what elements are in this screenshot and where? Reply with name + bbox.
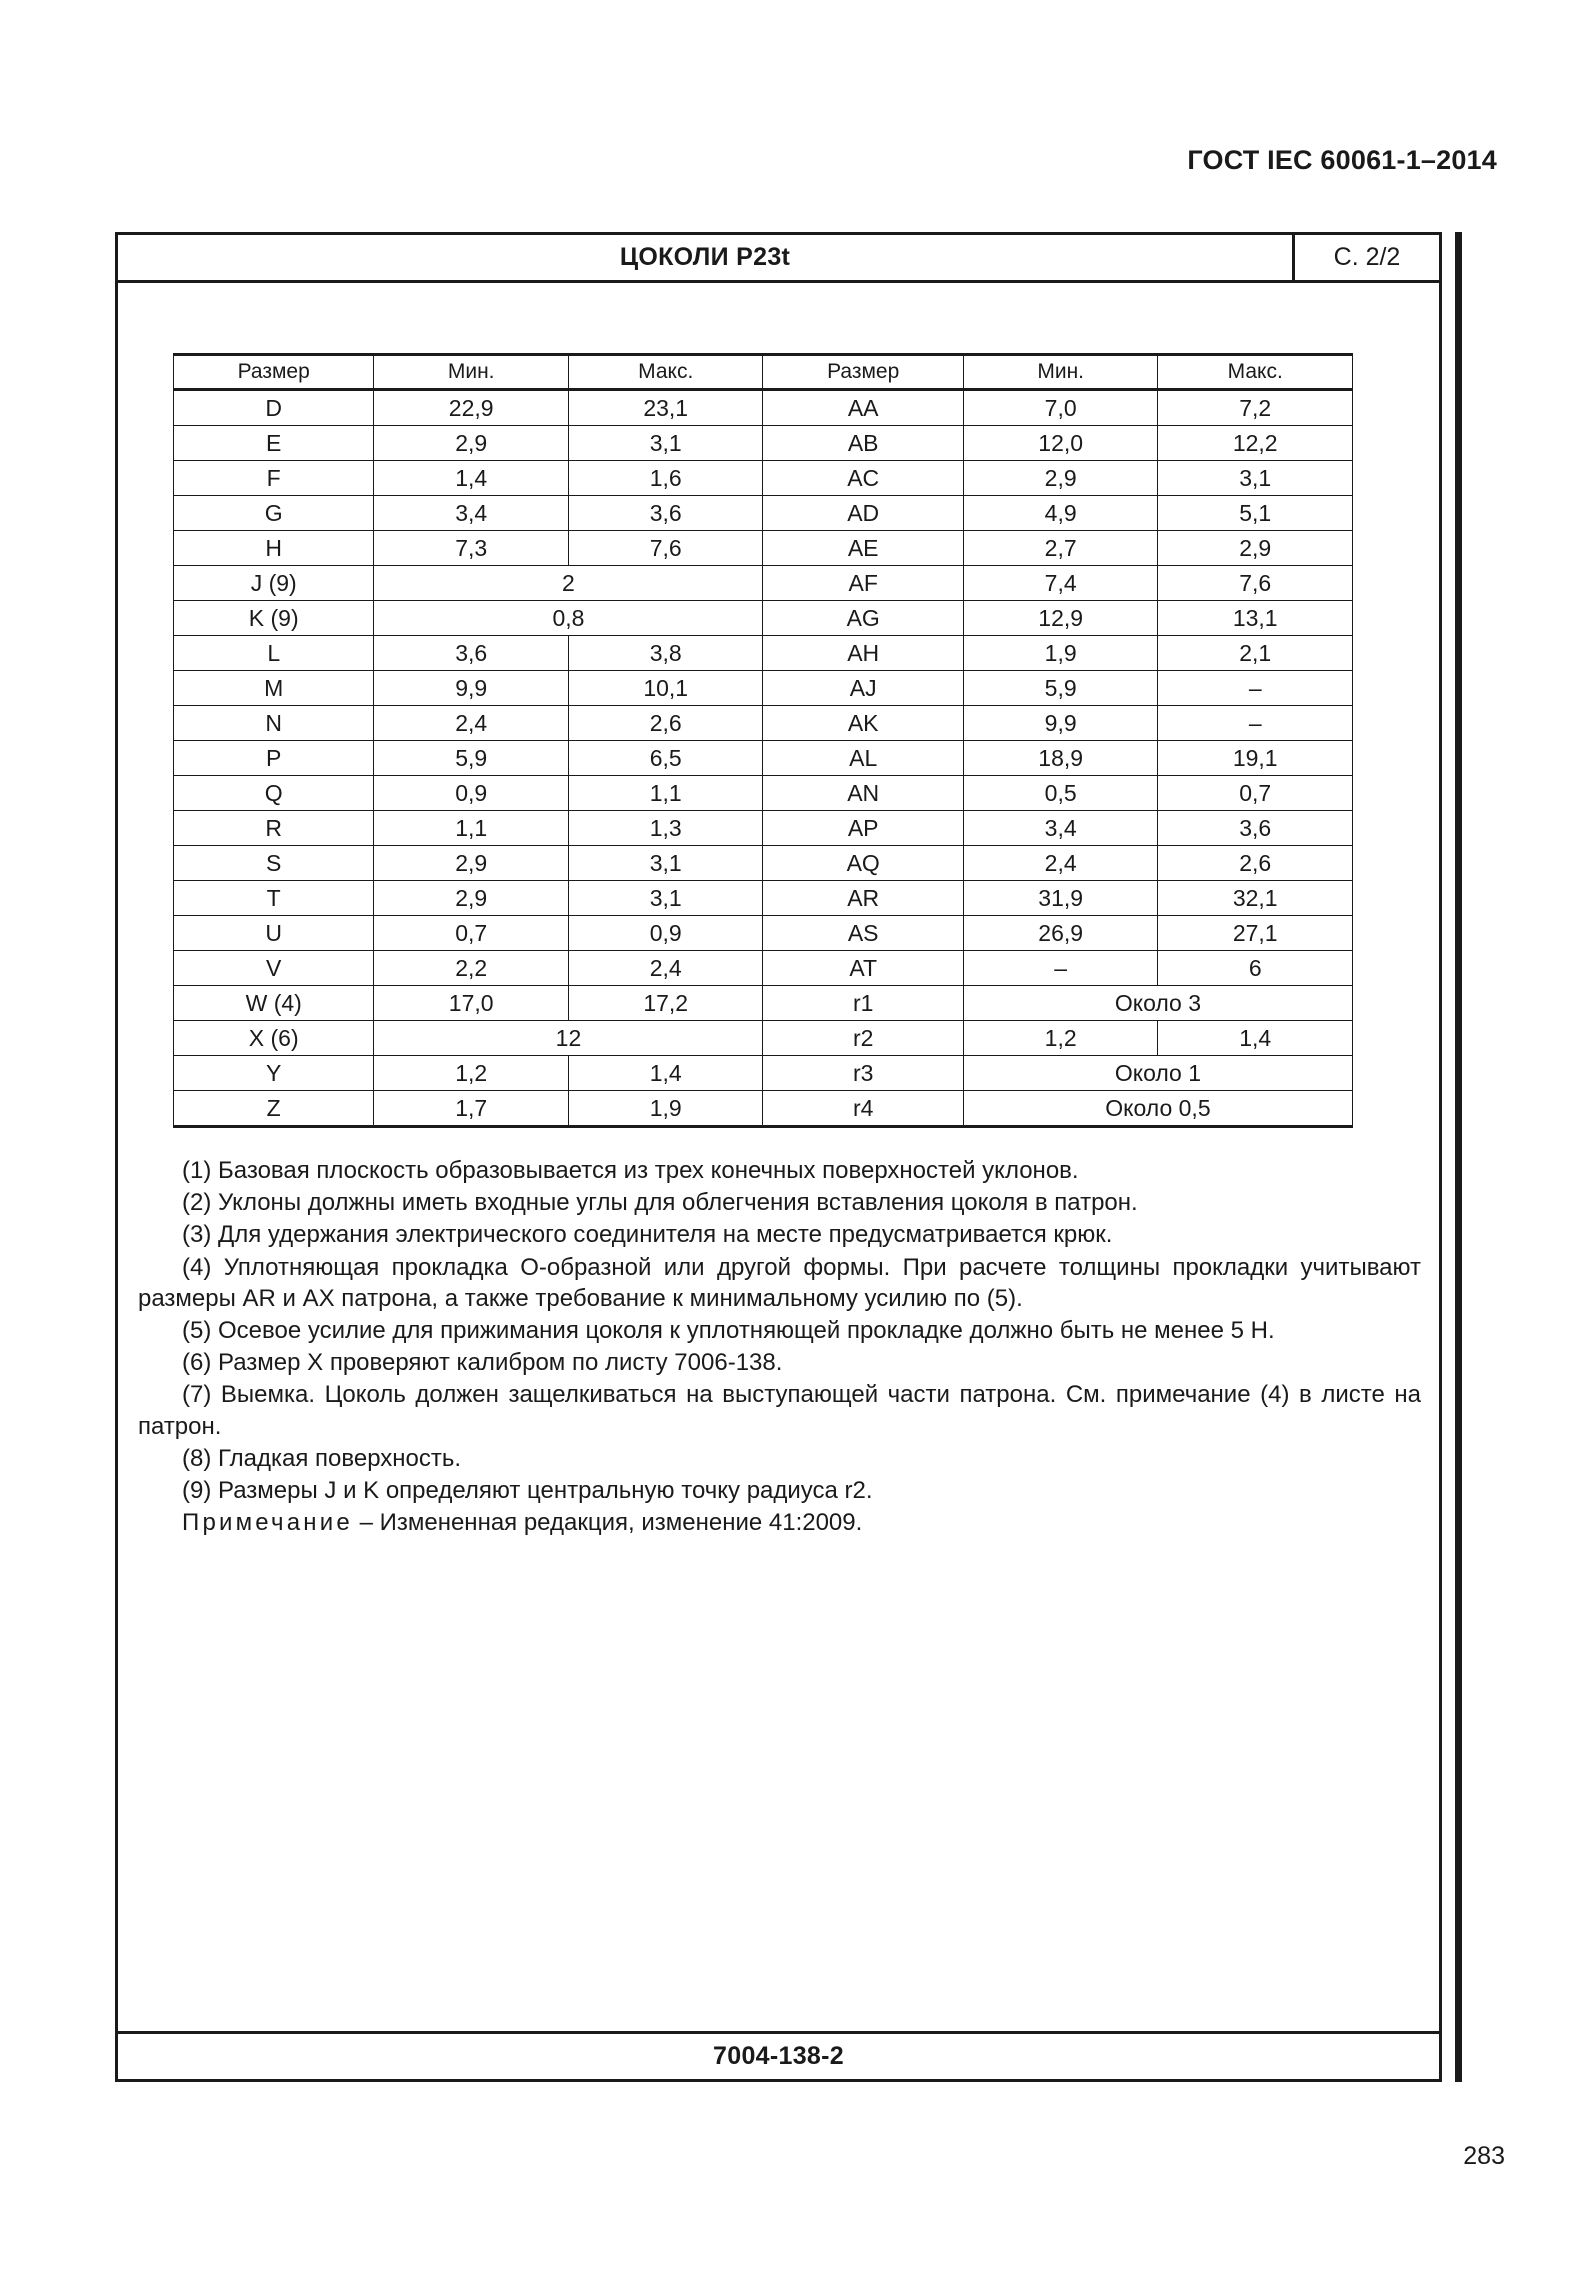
cell-size-left: N <box>174 706 374 741</box>
standard-sheet-frame <box>115 232 1442 2082</box>
cell-size-left: V <box>174 951 374 986</box>
cell-max-left: 7,6 <box>568 531 763 566</box>
dimension-table-head <box>174 355 1353 390</box>
dimension-table-container <box>173 353 1353 1128</box>
page-number: 283 <box>1463 2142 1505 2170</box>
remark-label: Примечание <box>182 1509 353 1537</box>
cell-min-left: 2,9 <box>374 846 569 881</box>
table-row <box>174 671 1353 706</box>
cell-max-left: 1,6 <box>568 461 763 496</box>
table-row <box>174 531 1353 566</box>
cell-min-right: 18,9 <box>963 741 1158 776</box>
table-row <box>174 846 1353 881</box>
table-row <box>174 601 1353 636</box>
cell-max-left: 3,1 <box>568 426 763 461</box>
cell-size-right: AF <box>763 566 963 601</box>
cell-min-right: 12,9 <box>963 601 1158 636</box>
cell-max-left: 2,6 <box>568 706 763 741</box>
cell-size-right: r1 <box>763 986 963 1021</box>
cell-size-left: G <box>174 496 374 531</box>
cell-size-left: E <box>174 426 374 461</box>
cell-min-left: 1,2 <box>374 1056 569 1091</box>
cell-max-right: 32,1 <box>1158 881 1353 916</box>
notes-block <box>138 1155 1421 1539</box>
cell-size-left: S <box>174 846 374 881</box>
cell-size-right: AA <box>763 390 963 426</box>
note-item: (8) Гладкая поверхность. <box>182 1444 462 1472</box>
table-row <box>174 811 1353 846</box>
cell-size-right: r3 <box>763 1056 963 1091</box>
cell-min-right: 31,9 <box>963 881 1158 916</box>
cell-min-right: 4,9 <box>963 496 1158 531</box>
cell-min-right: 9,9 <box>963 706 1158 741</box>
cell-max-left: 10,1 <box>568 671 763 706</box>
cell-min-left: 0,9 <box>374 776 569 811</box>
cell-max-left: 3,8 <box>568 636 763 671</box>
cell-max-left: 6,5 <box>568 741 763 776</box>
cell-max-right: 1,4 <box>1158 1021 1353 1056</box>
cell-max-right: 7,2 <box>1158 390 1353 426</box>
cell-min-left: 22,9 <box>374 390 569 426</box>
cell-min-right: 26,9 <box>963 916 1158 951</box>
cell-min-left: 9,9 <box>374 671 569 706</box>
cell-max-right: – <box>1158 706 1353 741</box>
cell-min-right: 12,0 <box>963 426 1158 461</box>
cell-max-right: 19,1 <box>1158 741 1353 776</box>
table-row <box>174 1021 1353 1056</box>
cell-size-right: AP <box>763 811 963 846</box>
cell-min-right: 5,9 <box>963 671 1158 706</box>
table-row <box>174 706 1353 741</box>
cell-size-left: T <box>174 881 374 916</box>
sheet-title: ЦОКОЛИ P23t <box>619 243 791 271</box>
cell-min-right: 0,5 <box>963 776 1158 811</box>
table-row <box>174 776 1353 811</box>
cell-min-right: 2,4 <box>963 846 1158 881</box>
cell-size-right: AT <box>763 951 963 986</box>
cell-max-right: 2,9 <box>1158 531 1353 566</box>
cell-size-right: AJ <box>763 671 963 706</box>
cell-span-left: 12 <box>374 1021 763 1056</box>
cell-size-left: U <box>174 916 374 951</box>
cell-min-left: 3,4 <box>374 496 569 531</box>
cell-min-right: 3,4 <box>963 811 1158 846</box>
cell-span-right: Около 3 <box>963 986 1352 1021</box>
cell-size-left: Y <box>174 1056 374 1091</box>
cell-max-right: 13,1 <box>1158 601 1353 636</box>
cell-min-left: 2,9 <box>374 881 569 916</box>
sheet-number-code: 7004-138-2 <box>713 2042 844 2070</box>
cell-size-right: r4 <box>763 1091 963 1127</box>
column-header-min-left: Мин. <box>374 355 569 390</box>
cell-min-right: 2,7 <box>963 531 1158 566</box>
column-header-min-right: Мин. <box>963 355 1158 390</box>
cell-min-right: 2,9 <box>963 461 1158 496</box>
cell-size-right: AK <box>763 706 963 741</box>
cell-min-left: 0,7 <box>374 916 569 951</box>
table-row <box>174 741 1353 776</box>
cell-max-left: 0,9 <box>568 916 763 951</box>
cell-size-left: Q <box>174 776 374 811</box>
cell-max-left: 2,4 <box>568 951 763 986</box>
note-item: (6) Размер X проверяют калибром по листу 7006-138. <box>182 1349 783 1377</box>
cell-max-right: 2,6 <box>1158 846 1353 881</box>
cell-size-left: H <box>174 531 374 566</box>
cell-span-right: Около 0,5 <box>963 1091 1352 1127</box>
cell-min-left: 7,3 <box>374 531 569 566</box>
cell-size-right: AB <box>763 426 963 461</box>
cell-size-right: r2 <box>763 1021 963 1056</box>
cell-max-right: 3,6 <box>1158 811 1353 846</box>
remark-text: – Измененная редакция, изменение 41:2009. <box>352 1509 863 1537</box>
cell-min-left: 3,6 <box>374 636 569 671</box>
cell-size-right: AD <box>763 496 963 531</box>
cell-max-right: 2,1 <box>1158 636 1353 671</box>
cell-max-right: 5,1 <box>1158 496 1353 531</box>
cell-size-left: M <box>174 671 374 706</box>
cell-size-right: AH <box>763 636 963 671</box>
cell-size-left: D <box>174 390 374 426</box>
cell-size-right: AC <box>763 461 963 496</box>
table-row <box>174 951 1353 986</box>
cell-max-left: 3,1 <box>568 846 763 881</box>
cell-size-right: AL <box>763 741 963 776</box>
note-item: (1) Базовая плоскость образовывается из трех конечных поверхностей уклонов. <box>182 1157 1079 1184</box>
table-row <box>174 390 1353 426</box>
cell-max-left: 3,6 <box>568 496 763 531</box>
sheet-title-band <box>118 235 1439 283</box>
cell-max-right: 12,2 <box>1158 426 1353 461</box>
table-row <box>174 1091 1353 1127</box>
cell-size-left: X (6) <box>174 1021 374 1056</box>
cell-min-left: 2,4 <box>374 706 569 741</box>
cell-size-left: K (9) <box>174 601 374 636</box>
cell-min-left: 1,4 <box>374 461 569 496</box>
cell-min-right: 7,0 <box>963 390 1158 426</box>
cell-span-left: 0,8 <box>374 601 763 636</box>
cell-size-right: AS <box>763 916 963 951</box>
cell-size-right: AN <box>763 776 963 811</box>
remark-line <box>138 1507 1421 1538</box>
table-row <box>174 496 1353 531</box>
cell-max-right: 6 <box>1158 951 1353 986</box>
cell-min-right: – <box>963 951 1158 986</box>
cell-max-right: 3,1 <box>1158 461 1353 496</box>
column-header-max-left: Макс. <box>568 355 763 390</box>
cell-size-left: Z <box>174 1091 374 1127</box>
cell-size-right: AR <box>763 881 963 916</box>
cell-max-right: 7,6 <box>1158 566 1353 601</box>
table-header-row <box>174 355 1353 390</box>
dimension-table <box>173 353 1353 1128</box>
note-item: (5) Осевое усилие для прижимания цоколя к уплотняющей прокладке должно быть не менее 5 Н. <box>182 1316 1275 1344</box>
cell-size-left: J (9) <box>174 566 374 601</box>
cell-max-right: 27,1 <box>1158 916 1353 951</box>
column-header-size-right: Размер <box>763 355 963 390</box>
table-row <box>174 426 1353 461</box>
cell-max-left: 1,9 <box>568 1091 763 1127</box>
table-row <box>174 636 1353 671</box>
cell-max-right: 0,7 <box>1158 776 1353 811</box>
table-row <box>174 461 1353 496</box>
sheet-footer-band <box>118 2031 1439 2079</box>
cell-size-left: P <box>174 741 374 776</box>
note-item: (9) Размеры J и K определяют центральную точку радиуса r2. <box>182 1476 873 1504</box>
cell-max-left: 17,2 <box>568 986 763 1021</box>
cell-size-left: F <box>174 461 374 496</box>
cell-max-left: 1,1 <box>568 776 763 811</box>
binding-edge-rule <box>1455 232 1462 2082</box>
table-row <box>174 916 1353 951</box>
cell-max-left: 23,1 <box>568 390 763 426</box>
running-head-standard-number: ГОСТ IEC 60061-1–2014 <box>1187 145 1497 175</box>
cell-size-left: R <box>174 811 374 846</box>
note-item: (2) Уклоны должны иметь входные углы для облегчения вставления цоколя в патрон. <box>182 1189 1138 1217</box>
cell-min-right: 1,9 <box>963 636 1158 671</box>
table-row <box>174 986 1353 1021</box>
cell-max-left: 1,3 <box>568 811 763 846</box>
cell-max-right: – <box>1158 671 1353 706</box>
dimension-table-body <box>174 390 1353 1127</box>
note-item: (4) Уплотняющая прокладка О-образной или другой формы. При расчете толщины прокладки учитывают размеры AR и AX патрона, а также требование к минимальному усилию по (5). <box>138 1253 1421 1312</box>
cell-min-left: 5,9 <box>374 741 569 776</box>
note-item: (3) Для удержания электрического соединителя на месте предусматривается крюк. <box>182 1221 1113 1249</box>
cell-min-left: 2,2 <box>374 951 569 986</box>
cell-size-left: W (4) <box>174 986 374 1021</box>
cell-min-right: 7,4 <box>963 566 1158 601</box>
cell-min-left: 17,0 <box>374 986 569 1021</box>
cell-min-left: 1,7 <box>374 1091 569 1127</box>
note-item: (7) Выемка. Цоколь должен защелкиваться на выступающей части патрона. См. примечание (4) в листе на патрон. <box>138 1381 1421 1440</box>
cell-size-right: AG <box>763 601 963 636</box>
cell-size-right: AE <box>763 531 963 566</box>
column-header-size-left: Размер <box>174 355 374 390</box>
sheet-page-marker: С. 2/2 <box>1292 235 1439 280</box>
cell-min-right: 1,2 <box>963 1021 1158 1056</box>
cell-span-right: Около 1 <box>963 1056 1352 1091</box>
cell-size-right: AQ <box>763 846 963 881</box>
cell-max-left: 3,1 <box>568 881 763 916</box>
cell-min-left: 2,9 <box>374 426 569 461</box>
cell-min-left: 1,1 <box>374 811 569 846</box>
table-row <box>174 566 1353 601</box>
table-row <box>174 1056 1353 1091</box>
column-header-max-right: Макс. <box>1158 355 1353 390</box>
cell-size-left: L <box>174 636 374 671</box>
table-row <box>174 881 1353 916</box>
cell-span-left: 2 <box>374 566 763 601</box>
cell-max-left: 1,4 <box>568 1056 763 1091</box>
